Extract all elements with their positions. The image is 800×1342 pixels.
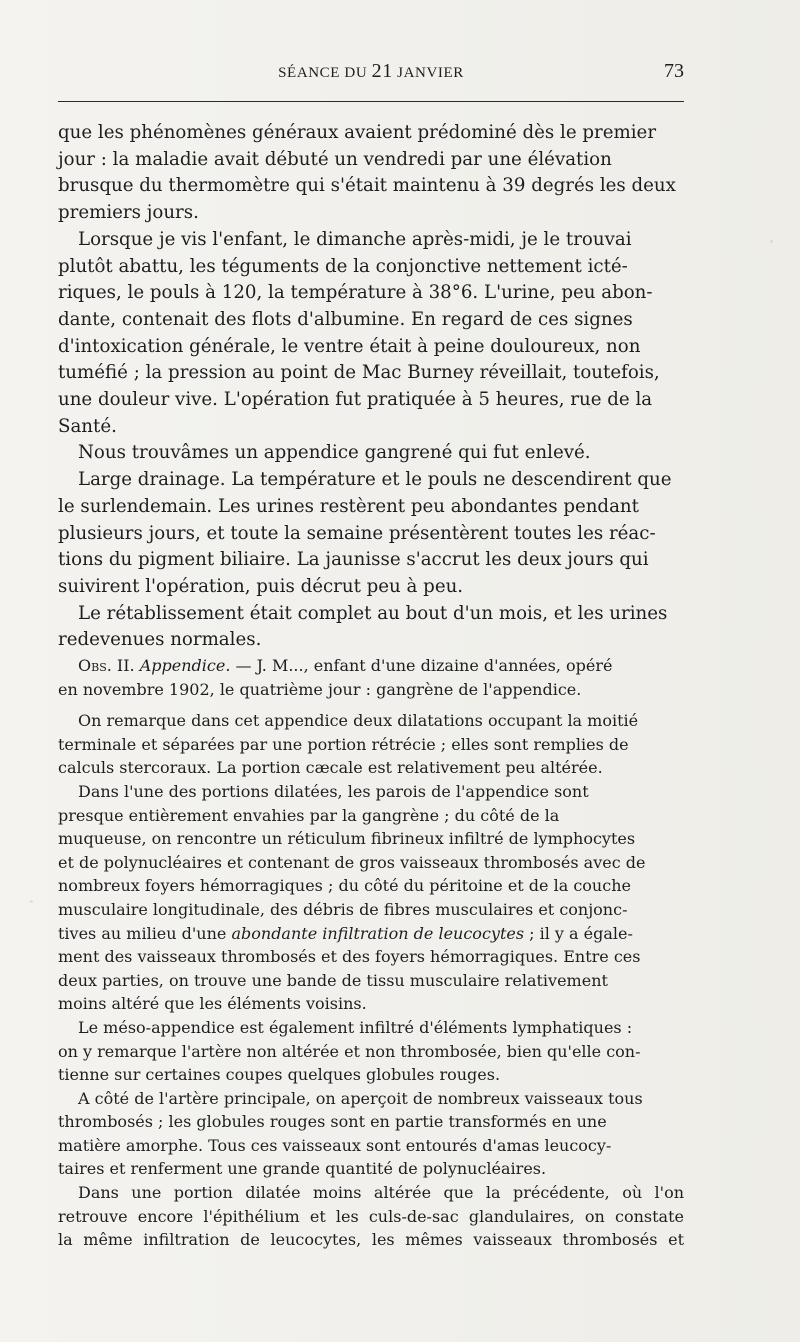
walls-text-italic: abondante infiltration de leucocytes xyxy=(231,923,525,943)
running-title xyxy=(58,60,684,83)
paper-speck xyxy=(588,404,592,409)
running-title-post: JANVIER xyxy=(392,65,464,81)
paragraph-appendix-found: Nous trouvâmes un appendice gangrené qui fut enlevé. xyxy=(78,442,591,464)
paragraph-meso-appendix: Le méso-appendice est également infiltré d'éléments lymphatiques : on y remarque l'artère non altérée et non thrombosée, bien qu'elle con- tienne sur certaines coupes quelques globules rouges. xyxy=(58,1017,641,1085)
paragraph-recovery: Le rétablissement était complet au bout d'un mois, et les urines redevenues normales. xyxy=(58,602,668,651)
paragraph-patient-status: Lorsque je vis l'enfant, le dimanche après-midi, je le trouvai plutôt abattu, les téguments de la conjonctive nettement icté- riques, le pouls à 120, la température à 38°6. L'urine, peu abon- dante, contenait des flots d'albumine. En regard de ces signes d'intoxication générale, le ventre était à peine douloureux, non tuméfié ; la pression au point de Mac Burney réveillait, toutefois, une douleur vive. L'opération fut pratiquée à 5 heures, rue de la Santé. xyxy=(58,228,660,437)
paragraph-drainage: Large drainage. La température et le pouls ne descendirent que le surlendemain. Les urines restèrent peu abondantes pendant plusieurs jours, et toute la semaine présentèrent toutes les réac- tions du pigment biliaire. La jaunisse s'accrut les deux jours qui suivirent l'opération, puis décrut peu à peu. xyxy=(58,469,672,597)
paper-speck xyxy=(30,900,33,903)
main-text-block xyxy=(58,120,684,654)
paper-speck xyxy=(770,240,773,243)
observation-block xyxy=(58,654,684,1252)
paragraph-main-artery: A côté de l'artère principale, on aperçoit de nombreux vaisseaux tous thrombosés ; les globules rouges sont en partie transformés en une matière amorphe. Tous ces vaisseaux sont entourés d'amas leucocy- taires et renferment une grande quantité de polynucléaires. xyxy=(58,1088,643,1179)
observation-heading xyxy=(58,654,684,701)
walls-text-after: ; il y a égale- ment des vaisseaux thrombosés et des foyers hémorragiques. Entre ces deux parties, on trouve une bande de tissu musculaire relativement moins altéré que les éléments voisins. xyxy=(58,923,641,1014)
running-title-day: 21 xyxy=(371,60,393,82)
header-rule xyxy=(58,101,684,102)
paragraph-dilatations: On remarque dans cet appendice deux dilatations occupant la moitié terminale et séparées par une portion rétrécie ; elles sont remplies de calculs stercoraux. La portion cæcale est relativement peu altérée. xyxy=(58,711,639,778)
paragraph-walls xyxy=(58,780,684,1016)
page-number: 73 xyxy=(664,60,684,82)
observation-text: — J. M..., enfant d'une dizaine d'années, opéré en novembre 1902, le quatrième jour : gangrène de l'appendice. xyxy=(58,656,613,699)
observation-title: Appendice. xyxy=(139,656,231,675)
walls-text-before: Dans l'une des portions dilatées, les parois de l'appendice sont presque entièrement envahies par la gangrène ; du côté de la muqueuse, on rencontre un réticulum fibrineux infiltré de lymphocytes et de polynucléaires et contenant de gros vaisseaux thrombosés avec de nombreux foyers hémorragiques ; du côté du péritoine et de la couche musculaire longitudinale, des débris de fibres musculaires et conjonc- tives au milieu d'une xyxy=(58,781,646,943)
running-title-pre: SÉANCE DU xyxy=(278,65,372,81)
paragraph-continued: que les phénomènes généraux avaient prédominé dès le premier jour : la maladie avait débuté un vendredi par une élévation brusque du thermomètre qui s'était maintenu à 39 degrés les deux premiers jours. xyxy=(58,122,676,224)
paragraph-dilated-portion: Dans une portion dilatée moins altérée que la précédente, où l'on retrouve encore l'épithélium et les culs-de-sac glandulaires, on constate la même infiltration de leucocytes, les mêmes vaisseaux thrombosés et xyxy=(58,1183,684,1250)
running-head xyxy=(58,60,684,86)
observation-label: Obs. II. xyxy=(78,656,135,675)
